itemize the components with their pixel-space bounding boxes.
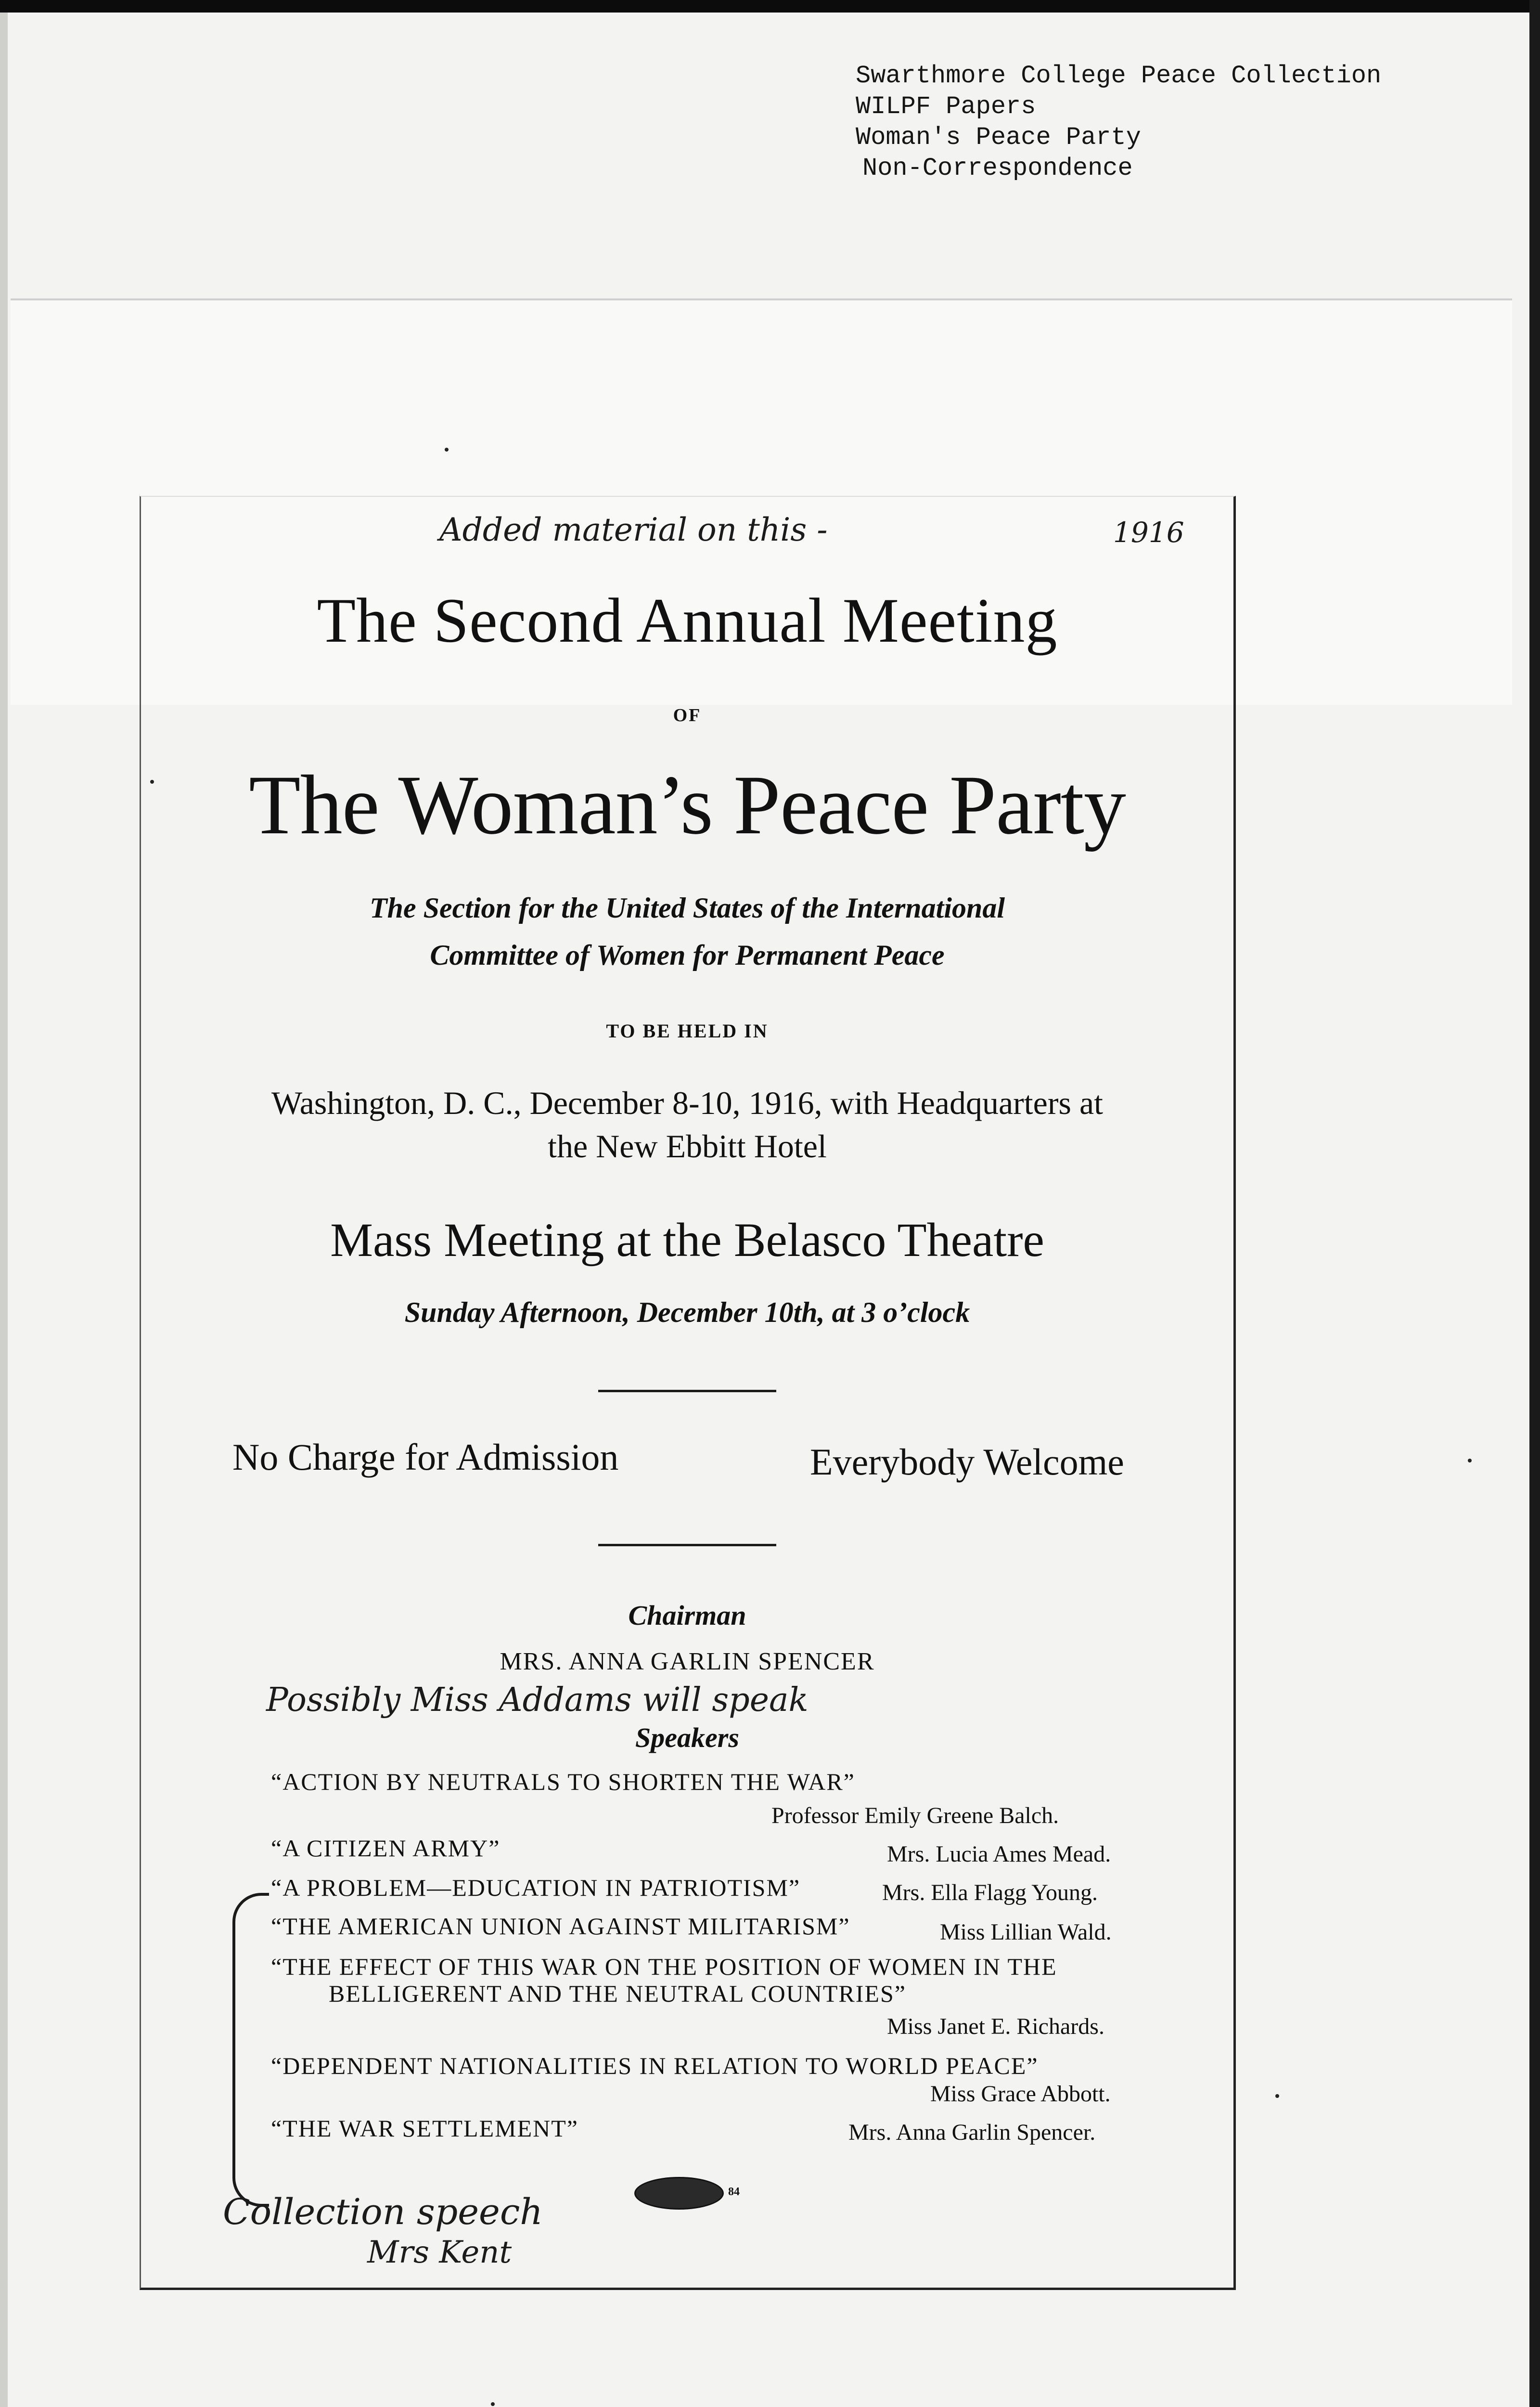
talk-speaker-5: Miss Janet E. Richards. <box>887 2014 1104 2039</box>
scan-speck <box>1275 2094 1279 2098</box>
talk-title-2: “A CITIZEN ARMY” <box>271 1835 500 1862</box>
divider-rule-1 <box>598 1390 776 1392</box>
scan-speck <box>150 780 154 784</box>
talk-title-3: “A PROBLEM—EDUCATION IN PATRIOTISM” <box>271 1874 801 1901</box>
archive-label-line-4: Non-Correspondence <box>862 154 1133 182</box>
archive-label-line-2: WILPF Papers <box>856 92 1036 121</box>
scan-speck <box>445 448 449 452</box>
talk-title-1: “ACTION BY NEUTRALS TO SHORTEN THE WAR” <box>271 1768 855 1795</box>
organization-name: The Woman’s Peace Party <box>249 758 1126 852</box>
subtitle-line-2: Committee of Women for Permanent Peace <box>430 939 945 971</box>
venue-line-1: Washington, D. C., December 8-10, 1916, with Headquarters at <box>271 1085 1104 1121</box>
handwritten-collection-note: Collection speech <box>223 2191 543 2233</box>
no-charge-text: No Charge for Admission <box>232 1436 619 1478</box>
chairman-label: Chairman <box>628 1600 746 1631</box>
talk-title-5: “THE EFFECT OF THIS WAR ON THE POSITION OF WOMEN IN THE <box>271 1953 1057 1980</box>
union-label-number: 84 <box>728 2186 740 2198</box>
handwritten-year: 1916 <box>1113 516 1184 549</box>
meeting-title: The Second Annual Meeting <box>317 585 1058 656</box>
talk-speaker-7: Mrs. Anna Garlin Spencer. <box>848 2120 1096 2145</box>
archive-label <box>856 61 1381 184</box>
talk-title-7: “THE WAR SETTLEMENT” <box>271 2115 578 2142</box>
handwritten-kent-note: Mrs Kent <box>367 2235 512 2270</box>
scan-right-border <box>1529 0 1540 2407</box>
scan-speck <box>491 2402 495 2406</box>
mass-meeting-time: Sunday Afternoon, December 10th, at 3 o’clock <box>404 1296 970 1328</box>
talk-speaker-2: Mrs. Lucia Ames Mead. <box>887 1841 1111 1867</box>
everybody-welcome-text: Everybody Welcome <box>810 1441 1124 1483</box>
handwritten-addams-note: Possibly Miss Addams will speak <box>266 1681 808 1719</box>
scan-top-border <box>0 0 1540 13</box>
union-printer-seal <box>634 2177 724 2210</box>
archive-label-line-3: Woman's Peace Party <box>856 123 1141 152</box>
talk-speaker-3: Mrs. Ella Flagg Young. <box>882 1880 1098 1905</box>
talk-speaker-1: Professor Emily Greene Balch. <box>771 1803 1059 1828</box>
scan-left-edge <box>0 0 8 2407</box>
title-of: OF <box>673 705 702 725</box>
talk-title-6: “DEPENDENT NATIONALITIES IN RELATION TO WORLD PEACE” <box>271 2052 1039 2079</box>
to-be-held-label: TO BE HELD IN <box>606 1020 769 1042</box>
talk-speaker-4: Miss Lillian Wald. <box>940 1919 1112 1945</box>
program-leaflet <box>140 496 1236 2290</box>
venue-line-2: the New Ebbitt Hotel <box>548 1128 827 1165</box>
subtitle-line-1: The Section for the United States of the International <box>369 892 1005 924</box>
archive-label-line-1: Swarthmore College Peace Collection <box>856 62 1382 90</box>
handwritten-bracket <box>232 1893 269 2207</box>
divider-rule-2 <box>598 1544 776 1546</box>
scan-speck <box>1468 1459 1472 1462</box>
chairman-name: MRS. ANNA GARLIN SPENCER <box>500 1648 875 1675</box>
speakers-label: Speakers <box>635 1722 739 1753</box>
talk-title-5-line-2: BELLIGERENT AND THE NEUTRAL COUNTRIES” <box>329 1980 906 2007</box>
talk-speaker-6: Miss Grace Abbott. <box>930 2081 1111 2107</box>
handwritten-top-note: Added material on this - <box>439 511 828 548</box>
mass-meeting-heading: Mass Meeting at the Belasco Theatre <box>330 1213 1044 1267</box>
talk-title-4: “THE AMERICAN UNION AGAINST MILITARISM” <box>271 1913 850 1940</box>
